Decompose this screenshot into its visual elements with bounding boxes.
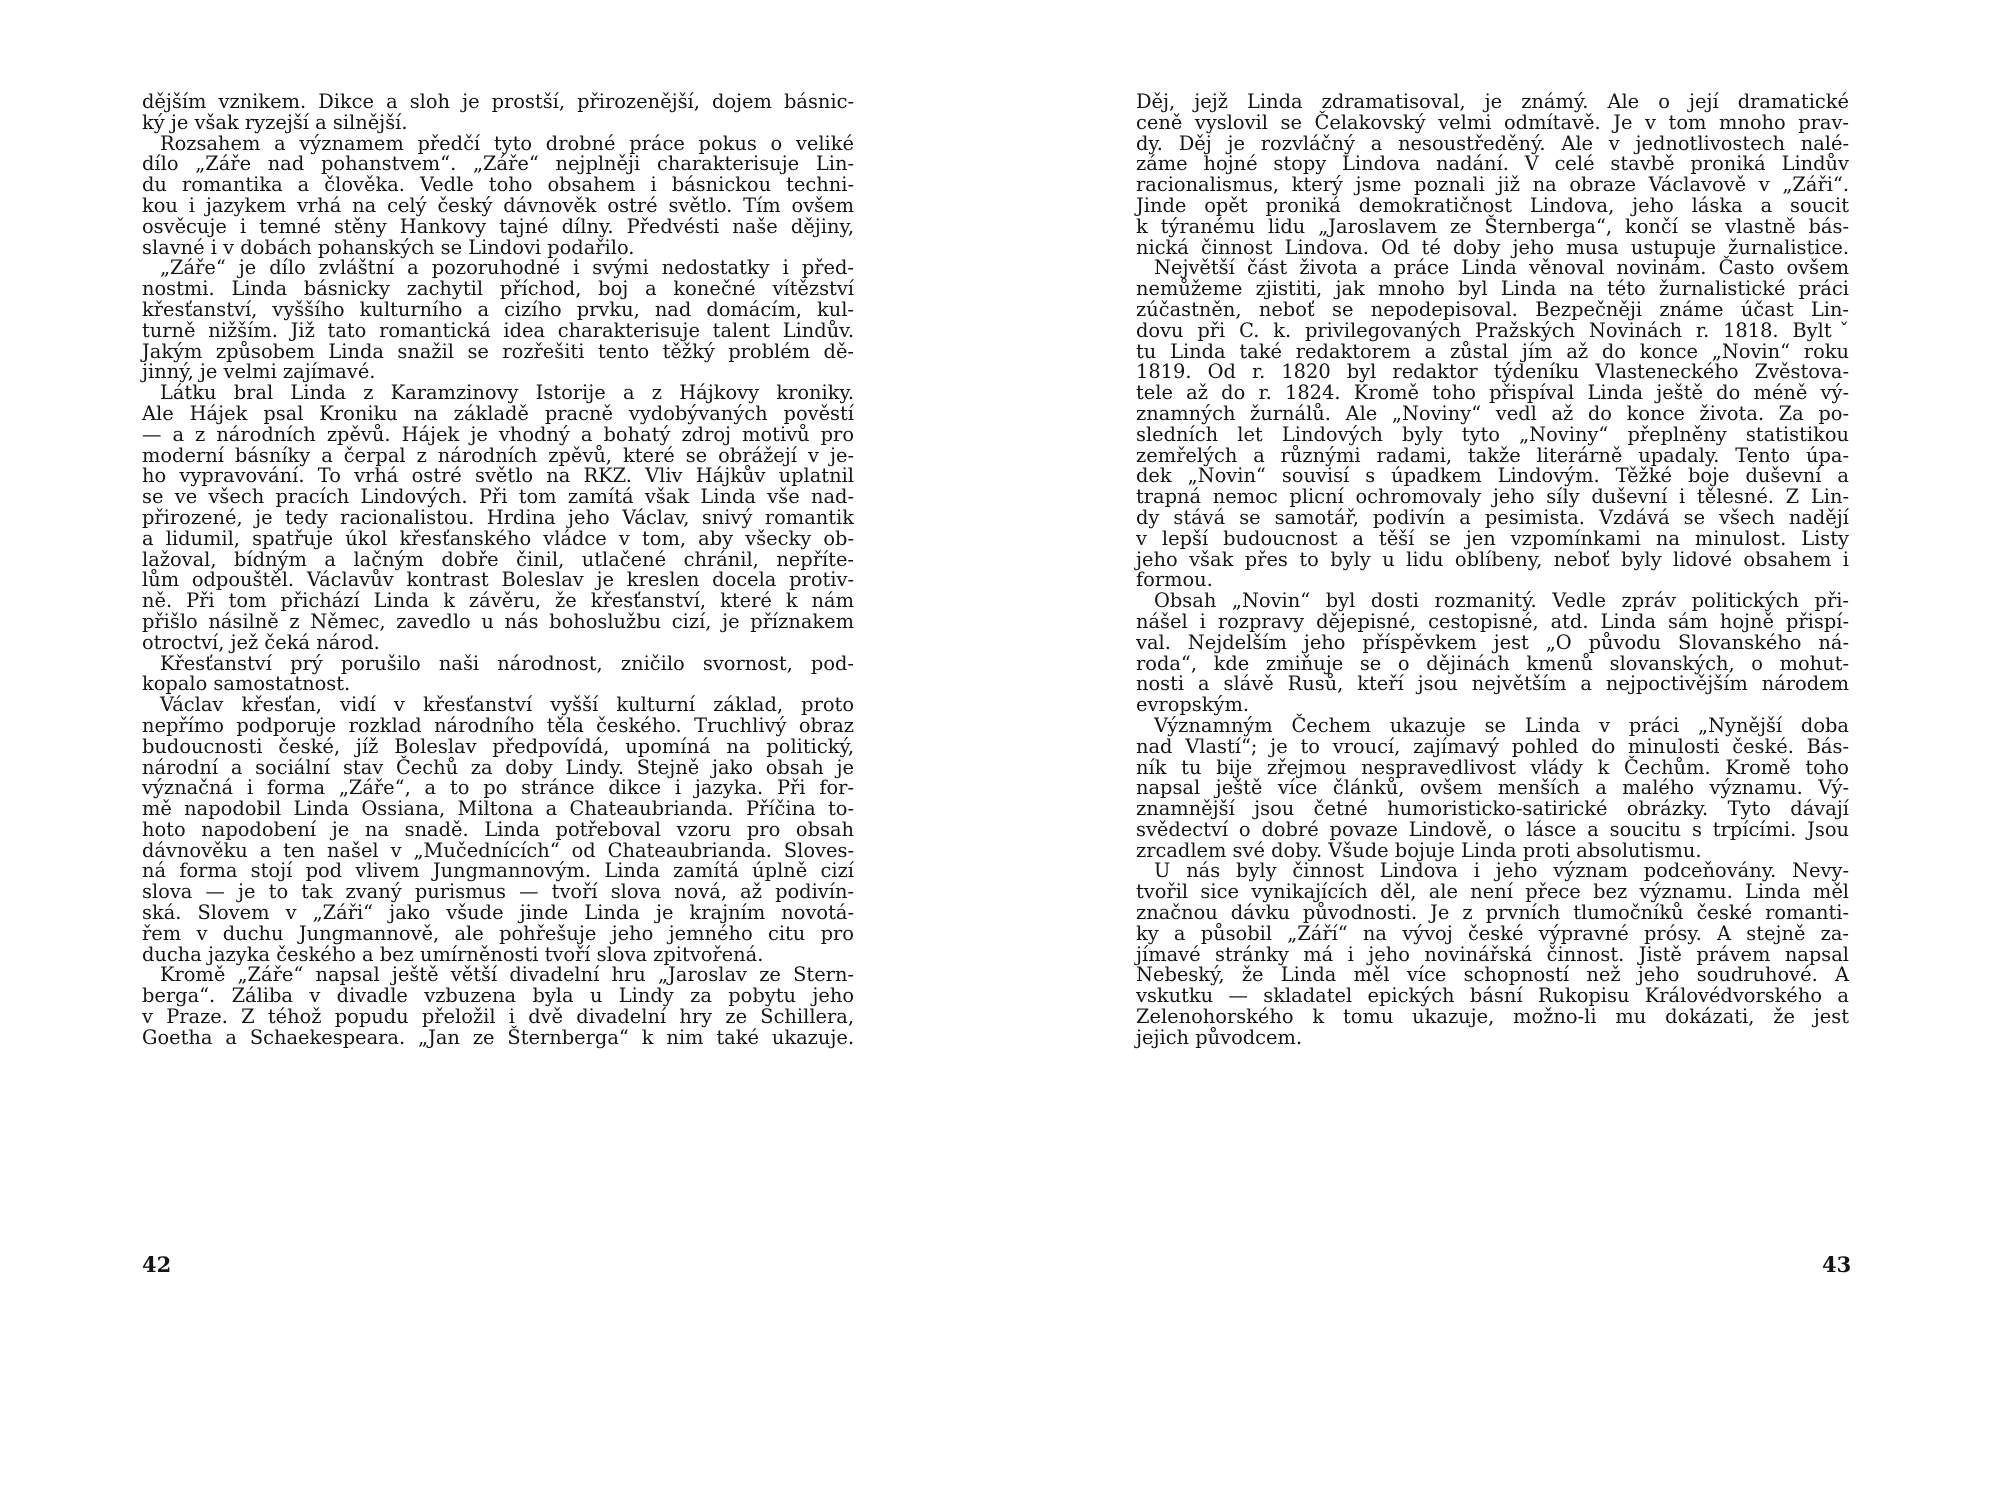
text-line: ceně vyslovil se Čelakovský velmi odmítavě. Je v tom mnoho prav- — [1136, 110, 1849, 134]
right-page-text — [1136, 92, 1849, 1049]
text-line: ho vypravování. To vrhá ostré světlo na RKZ. Vliv Hájkův uplatnil — [142, 464, 854, 488]
text-line: znamnější jsou četné humoristicko-satirické obrázky. Tyto dávají — [1136, 797, 1849, 821]
text-line: Rozsahem a významem předčí tyto drobné práce pokus o veliké — [160, 131, 854, 155]
text-line: sledních let Lindových byly tyto „Noviny“ přeplněny statistikou — [1136, 422, 1849, 446]
text-line: v lepší budoucnost a těší se jen vzpomínkami na minulost. Listy — [1136, 526, 1849, 550]
text-line: moderní básníky a čerpal z národních zpěvů, které se obrážejí v je- — [142, 443, 854, 467]
text-line: značnou dávku původnosti. Je z prvních tlumočníků české romanti- — [1136, 901, 1849, 925]
text-line: berga“. Záliba v divadle vzbuzena byla u Lindy za pobytu jeho — [142, 984, 854, 1008]
text-line: nepřímo podporuje rozklad národního těla českého. Truchlivý obraz — [142, 713, 854, 737]
text-line: vskutku — skladatel epických básní Rukopisu Královédvorského a — [1136, 984, 1849, 1008]
text-line: přišlo násilně z Němec, zavedlo u nás bohoslužbu cizí, je příznakem — [142, 609, 854, 633]
text-line: nemůžeme zjistiti, jak mnoho byl Linda na této žurnalistické práci — [1136, 277, 1849, 301]
text-line: dy stává se samotář, podivín a pesimista. Vzdává se všech nadějí — [1136, 505, 1849, 529]
text-line: napsal ještě více článků, ovšem menších a malého významu. Vý- — [1136, 776, 1849, 800]
text-line: Látku bral Linda z Karamzinovy Istorije a z Hájkovy kroniky. — [160, 381, 854, 405]
text-line: — a z národních zpěvů. Hájek je vhodný a bohatý zdroj motivů pro — [142, 422, 854, 446]
text-line: dávnověku a ten našel v „Mučednících“ od Chateaubrianda. Sloves- — [142, 838, 854, 862]
text-line: evropským. — [1136, 693, 1249, 717]
text-line: svědectví o dobré povaze Lindově, o lásce a soucitu s trpícími. Jsou — [1136, 817, 1849, 841]
text-line: roda“, kde zmiňuje se o dějinách kmenů slovanských, o mohut- — [1136, 651, 1849, 675]
text-line: Zelenohorského k tomu ukazuje, možno-li mu dokázati, že jest — [1136, 1005, 1849, 1029]
text-line: znamných žurnálů. Ale „Noviny“ vedl až do konce života. Za po- — [1136, 401, 1849, 425]
text-line: ská. Slovem v „Záři“ jako všude jinde Linda je krajním novotá- — [142, 901, 854, 925]
text-line: jímavé stránky má i jeho novinářská činnost. Jistě právem napsal — [1136, 942, 1849, 966]
text-line: dějším vznikem. Dikce a sloh je prostší, přirozenější, dojem básnic- — [142, 90, 854, 113]
text-line: osvěcuje i temné stěny Hankovy tajné dílny. Předvésti naše dějiny, — [142, 214, 854, 238]
text-line: Václav křesťan, vidí v křesťanství vyšší kulturní základ, proto — [160, 693, 854, 717]
text-line: dy. Děj je rozvláčný a nesoustředěný. Ale v jednotlivostech nalé- — [1136, 131, 1849, 155]
text-line: národní a sociální stav Čechů za doby Lindy. Stejně jako obsah je — [142, 755, 854, 779]
text-line: trapná nemoc plicní ochromovaly jeho síly duševní i tělesné. Z Lin- — [1136, 485, 1849, 509]
text-line: ky a působil „Září“ na vývoj české výpravné prósy. A stejně za- — [1136, 921, 1849, 945]
text-line: kopalo samostatnost. — [142, 672, 351, 696]
text-line: nická činnost Lindova. Od té doby jeho musa ustupuje žurnalistice. — [1136, 235, 1849, 259]
text-line: budoucnosti české, jíž Boleslav předpovídá, upomíná na politický, — [142, 734, 854, 758]
text-line: dovu při C. k. privilegovaných Pražských Novinách r. 1818. Byltˇ — [1136, 318, 1849, 342]
text-line: v Praze. Z téhož popudu přeložil i dvě divadelní hry ze Schillera, — [142, 1005, 854, 1029]
text-line: kou i jazykem vrhá na celý český dávnověk ostré světlo. Tím ovšem — [142, 193, 854, 217]
text-line: otroctví, jež čeká národ. — [142, 630, 380, 654]
text-line: nad Vlastí“; je to vroucí, zajímavý pohled do minulosti české. Bás- — [1136, 734, 1849, 758]
text-line: ník tu bije zřejmou nespravedlivost vlády k Čechům. Kromě toho — [1136, 755, 1849, 779]
left-page-text — [142, 92, 854, 1049]
text-line: lažoval, bídným a lačným dobře činil, utlačené chránil, nepříte- — [142, 547, 854, 571]
text-line: křesťanství, vyššího kulturního a cizího prvku, nad domácím, kul- — [142, 297, 854, 321]
text-line: se ve všech pracích Lindových. Při tom zamítá však Linda vše nad- — [142, 485, 854, 509]
text-line: záme hojné stopy Lindova nadání. V celé stavbě proniká Lindův — [1136, 152, 1849, 176]
text-line: turně nižším. Již tato romantická idea charakterisuje talent Lindův. — [142, 318, 854, 342]
text-line: řem v duchu Jungmannově, ale pohřešuje jeho jemného citu pro — [142, 921, 854, 945]
text-line: Největší část života a práce Linda věnoval novinám. Často ovšem — [1154, 256, 1849, 280]
text-line: přirozené, je tedy racionalistou. Hrdina jeho Václav, snivý romantik — [142, 505, 854, 529]
text-line: Významným Čechem ukazuje se Linda v práci „Nynější doba — [1154, 713, 1849, 737]
text-line: dílo „Záře nad pohanstvem“. „Záře“ nejplněji charakterisuje Lin- — [142, 152, 854, 176]
text-line: val. Nejdelším jeho příspěvkem jest „O původu Slovanského ná- — [1136, 630, 1849, 654]
text-line: tele až do r. 1824. Kromě toho přispíval Linda ještě do méně vý- — [1136, 381, 1849, 405]
text-line: slavné i v dobách pohanských se Lindovi podařilo. — [142, 235, 635, 259]
text-line: „Záře“ je dílo zvláštní a pozoruhodné i svými nedostatky i před- — [160, 256, 854, 280]
text-line: U nás byly činnost Lindova i jeho význam podceňovány. Nevy- — [1154, 859, 1849, 883]
text-line: Obsah „Novin“ byl dosti rozmanitý. Vedle zpráv politických při- — [1154, 589, 1849, 613]
text-line: nostmi. Linda básnicky zachytil příchod, boj a konečné vítězství — [142, 277, 854, 301]
text-line: Křesťanství prý porušilo naši národnost, zničilo svornost, pod- — [160, 651, 854, 675]
text-line: ducha jazyka českého a bez umírněnosti tvoří slova zpitvořená. — [142, 942, 764, 966]
text-line: jejich původcem. — [1136, 1025, 1303, 1049]
page-number-right: 43 — [1822, 1252, 1852, 1277]
text-line: Kromě „Záře“ napsal ještě větší divadelní hru „Jaroslav ze Stern- — [160, 963, 854, 987]
text-line: a lidumil, spatřuje úkol křesťanského vládce v tom, aby všecky ob- — [142, 526, 854, 550]
text-line: k týranému lidu „Jaroslavem ze Šternberga“, končí se vlastně bás- — [1136, 214, 1849, 238]
text-line: Ale Hájek psal Kroniku na základě pracně vydobývaných pověstí — [142, 401, 854, 425]
text-line: Jinde opět proniká demokratičnost Lindova, jeho láska a soucit — [1136, 193, 1849, 217]
text-line: význačná i forma „Záře“, a to po stránce dikce i jazyka. Při for- — [142, 776, 854, 800]
text-line: jeho však přes to byly u lidu oblíbeny, neboť byly lidové obsahem i — [1136, 547, 1849, 571]
text-line: nášel i rozpravy dějepisné, cestopisné, atd. Linda sám hojně přispí- — [1136, 609, 1849, 633]
text-line: dek „Novin“ souvisí s úpadkem Lindovým. Těžké boje duševní a — [1136, 464, 1849, 488]
text-line: zúčastněn, neboť se nepodepisoval. Bezpečněji známe účast Lin- — [1136, 297, 1849, 321]
page-number-left: 42 — [142, 1252, 172, 1277]
text-line: Nebeský, že Linda měl více schopností než jeho soudruhové. A — [1136, 963, 1849, 987]
text-line: ně. Při tom přichází Linda k závěru, že křesťanství, které k nám — [142, 589, 854, 613]
text-line: zrcadlem své doby. Všude bojuje Linda proti absolutismu. — [1136, 838, 1702, 862]
text-line: du romantika a člověka. Vedle toho obsahem i básnickou techni- — [142, 173, 854, 197]
text-line: Goetha a Schaekespeara. „Jan ze Šternberga“ k nim také ukazuje. — [142, 1025, 854, 1049]
text-line: racionalismus, který jsme poznali již na obraze Václavově v „Záři“. — [1136, 173, 1849, 197]
text-line: zemřelých a různými radami, takže literárně upadaly. Tento úpa- — [1136, 443, 1849, 467]
text-line: formou. — [1136, 568, 1213, 592]
text-line: tu Linda také redaktorem a zůstal jím až do konce „Novin“ roku — [1136, 339, 1849, 363]
text-line: tvořil sice vynikajících děl, ale není přece bez významu. Linda měl — [1136, 880, 1849, 904]
text-line: 1819. Od r. 1820 byl redaktor týdeníku Vlasteneckého Zvěstova- — [1136, 360, 1849, 384]
text-line: slova — je to tak zvaný purismus — tvoří slova nová, až podivín- — [142, 880, 854, 904]
text-line: ná forma stojí pod vlivem Jungmannovým. Linda zamítá úplně cizí — [142, 859, 854, 883]
text-line: Jakým způsobem Linda snažil se rozřešiti tento těžký problém dě- — [142, 339, 854, 363]
text-line: lům odpouštěl. Václavův kontrast Boleslav je kreslen docela protiv- — [142, 568, 854, 592]
text-line: hoto napodobení je na snadě. Linda potřeboval vzoru pro obsah — [142, 817, 854, 841]
text-line: Děj, jejž Linda zdramatisoval, je známý. Ale o její dramatické — [1136, 90, 1849, 113]
text-line: nosti a slávě Rusů, kteří jsou největším a nejpoctivějším národem — [1136, 672, 1849, 696]
text-line: mě napodobil Linda Ossiana, Miltona a Chateaubrianda. Příčina to- — [142, 797, 854, 821]
text-line: ký je však ryzejší a silnější. — [142, 110, 408, 134]
text-line: jinný, je velmi zajímavé. — [142, 360, 376, 384]
